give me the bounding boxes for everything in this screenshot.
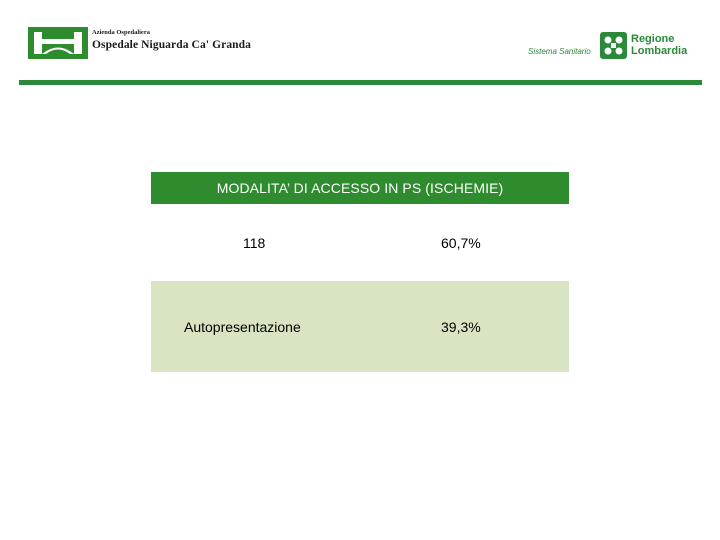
regione-lombardia-logo [528,32,698,62]
lombardia-rose-icon [600,32,627,59]
table-title: MODALITA’ DI ACCESSO IN PS (ISCHEMIE) [151,172,569,204]
sistema-sanitario-label: Sistema Sanitario [528,47,591,56]
table-row [151,281,569,372]
access-mode-table [151,172,569,372]
row-value: 39,3% [441,319,481,335]
region-line2: Lombardia [631,45,688,57]
table-row [151,204,569,281]
region-line1: Regione [631,33,675,45]
regione-lombardia-text [631,33,687,57]
header-divider [19,80,702,85]
hospital-line2: Ospedale Niguarda Ca' Granda [92,39,252,51]
row-value: 60,7% [441,235,481,251]
hospital-line1: Azienda Ospedaliera [92,29,150,36]
niguarda-logo [28,27,258,63]
row-label: 118 [243,235,266,251]
hospital-name [92,29,251,53]
row-label: Autopresentazione [184,319,301,335]
niguarda-bridge-icon [28,27,88,59]
